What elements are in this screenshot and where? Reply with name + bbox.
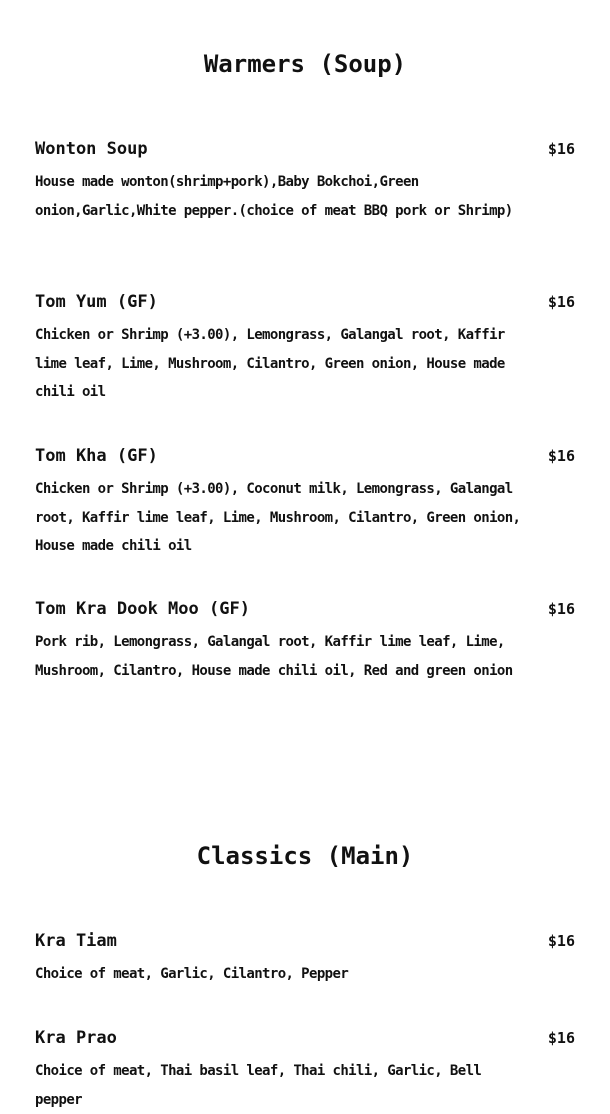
menu-item-description: Choice of meat, Thai basil leaf, Thai chili, Garlic, Bell pepper [35,1063,482,1108]
menu-item-price: $16 [547,293,575,311]
menu-item-price: $16 [547,932,575,950]
menu-item-price: $16 [547,1029,575,1047]
menu-item-price: $16 [547,600,575,618]
menu-item-description: House made wonton(shrimp+pork),Baby Bokchoi,Green onion,Garlic,White pepper.(choice of meat BBQ pork or Shrimp) [35,174,513,219]
menu-item-description: Pork rib, Lemongrass, Galangal root, Kaffir lime leaf, Lime, Mushroom, Cilantro, House made chili oil, Red and green onion [35,634,513,679]
section-title-classics: Classics (Main) [196,842,414,870]
menu-item-name: Tom Kha (GF) [35,446,158,466]
menu-item-name: Kra Prao [35,1028,117,1048]
menu-item-description: Chicken or Shrimp (+3.00), Coconut milk, Lemongrass, Galangal root, Kaffir lime leaf, Lime, Mushroom, Cilantro, Green onion, House made chili oil [35,481,521,555]
menu-item-price: $16 [547,447,575,465]
menu-item-name: Tom Yum (GF) [35,292,158,312]
section-title-warmers: Warmers (Soup) [203,50,407,78]
menu-item-name: Kra Tiam [35,931,117,951]
menu-item-price: $16 [547,140,575,158]
menu-item-name: Tom Kra Dook Moo (GF) [35,599,250,619]
menu-item-description: Choice of meat, Garlic, Cilantro, Pepper [35,966,349,982]
menu-item-description: Chicken or Shrimp (+3.00), Lemongrass, Galangal root, Kaffir lime leaf, Lime, Mushroom, Cilantro, Green onion, House made chili oil [35,327,505,401]
menu-item-name: Wonton Soup [35,139,148,159]
